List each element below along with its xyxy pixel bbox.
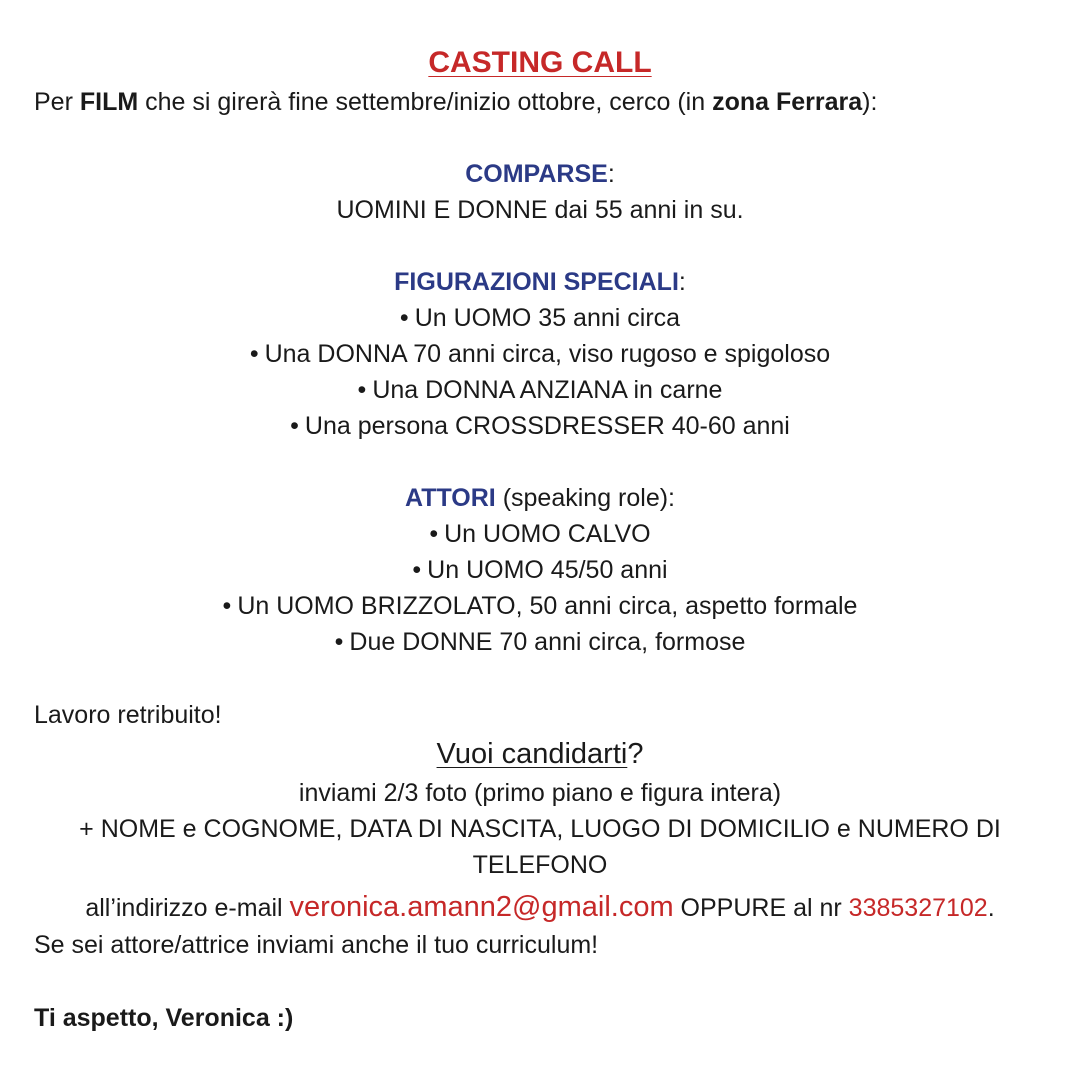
attori-heading: ATTORI bbox=[405, 484, 496, 512]
bullet-icon: • bbox=[399, 304, 409, 332]
email-prefix: all’indirizzo e-mail bbox=[85, 894, 290, 922]
phone-number[interactable]: 3385327102 bbox=[848, 894, 988, 922]
apply-qmark: ? bbox=[627, 738, 644, 770]
bullet-icon: • bbox=[334, 628, 344, 656]
actors-note: Se sei attore/attrice inviami anche il tuo curriculum! bbox=[34, 931, 599, 959]
bullet-icon: • bbox=[429, 520, 439, 548]
figurazioni-heading: FIGURAZIONI SPECIALI bbox=[394, 268, 679, 296]
list-item bbox=[0, 303, 1080, 333]
intro-part2: che si girerà fine settembre/inizio ottobre, cerco (in bbox=[138, 88, 713, 116]
list-item-text: Un UOMO BRIZZOLATO, 50 anni circa, aspetto formale bbox=[237, 592, 858, 620]
apply-details-line2: TELEFONO bbox=[472, 851, 608, 879]
list-item bbox=[0, 411, 1080, 441]
bullet-icon: • bbox=[249, 340, 259, 368]
list-item-text: Un UOMO 35 anni circa bbox=[414, 304, 681, 332]
comparse-text: UOMINI E DONNE dai 55 anni in su. bbox=[336, 196, 744, 224]
intro-part1: Per bbox=[34, 88, 80, 116]
list-item-text: Un UOMO CALVO bbox=[444, 520, 651, 548]
bullet-icon: • bbox=[357, 376, 367, 404]
email-link[interactable]: veronica.amann2@gmail.com bbox=[289, 891, 674, 923]
list-item bbox=[0, 591, 1080, 621]
bullet-icon: • bbox=[222, 592, 232, 620]
comparse-heading-line bbox=[0, 159, 1080, 189]
list-item-text: Una DONNA ANZIANA in carne bbox=[372, 376, 723, 404]
apply-question: Vuoi candidarti bbox=[436, 738, 628, 770]
contact-end: . bbox=[987, 894, 995, 922]
apply-photos: inviami 2/3 foto (primo piano e figura intera) bbox=[298, 779, 782, 807]
list-item bbox=[0, 627, 1080, 657]
intro-film: FILM bbox=[79, 88, 139, 116]
list-item-text: Una DONNA 70 anni circa, viso rugoso e spigoloso bbox=[264, 340, 831, 368]
attori-heading-line bbox=[0, 483, 1080, 513]
list-item bbox=[0, 375, 1080, 405]
list-item-text: Una persona CROSSDRESSER 40-60 anni bbox=[304, 412, 790, 440]
figurazioni-heading-line bbox=[0, 267, 1080, 297]
list-item bbox=[0, 555, 1080, 585]
or-text: OPPURE al nr bbox=[673, 894, 849, 922]
list-item bbox=[0, 339, 1080, 369]
intro-zone: zona Ferrara bbox=[712, 88, 863, 116]
list-item bbox=[0, 519, 1080, 549]
comparse-colon: : bbox=[607, 160, 615, 188]
list-item-text: Un UOMO 45/50 anni bbox=[427, 556, 668, 584]
bullet-icon: • bbox=[412, 556, 422, 584]
comparse-heading: COMPARSE bbox=[465, 160, 608, 188]
signature: Ti aspetto, Veronica :) bbox=[34, 1004, 294, 1032]
bullet-icon: • bbox=[290, 412, 299, 440]
attori-suffix: (speaking role): bbox=[495, 484, 675, 512]
paid-work-note: Lavoro retribuito! bbox=[34, 701, 222, 729]
contact-line bbox=[0, 892, 1080, 923]
apply-details-line1: + NOME e COGNOME, DATA DI NASCITA, LUOGO DI DOMICILIO e NUMERO DI bbox=[79, 815, 1001, 843]
page-title: CASTING CALL bbox=[428, 46, 652, 79]
intro-part3: ): bbox=[862, 88, 878, 116]
intro-text bbox=[34, 87, 1034, 117]
apply-question-line bbox=[0, 737, 1080, 771]
figurazioni-colon: : bbox=[678, 268, 686, 296]
list-item-text: Due DONNE 70 anni circa, formose bbox=[349, 628, 746, 656]
